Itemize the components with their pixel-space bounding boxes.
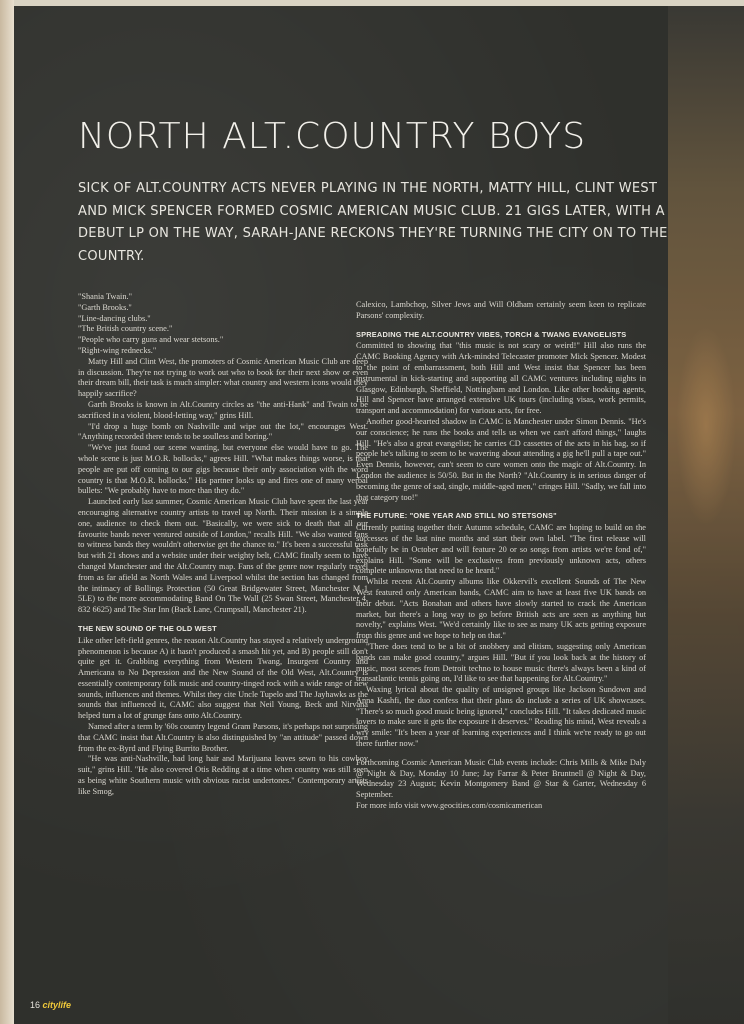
- page-footer: [30, 1000, 71, 1010]
- section-heading: THE NEW SOUND OF THE OLD WEST: [78, 623, 217, 633]
- magazine-brand: citylife: [42, 1000, 72, 1010]
- body-paragraph: Whilst recent Alt.Country albums like Okkervil's excellent Sounds of The New West featured only American bands, CAMC aim to have at least five UK bands on their debut. "Acts Bonahan and others have slowly started to crack the American market, but there's a long way to go before British acts are seen as anything but novelty," explains West. "We'd certainly like to see as many UK acts getting exposure from this genre and we hope to help on that.": [356, 577, 646, 641]
- section-heading: SPREADING THE ALT.COUNTRY VIBES, TORCH & TWANG EVANGELISTS: [356, 329, 627, 339]
- body-paragraph: Waxing lyrical about the quality of unsigned groups like Jackson Sundown and Anna Kashfi, the duo confess that their plans do include a series of UK showcases. "There's so much good music being ignored," concludes Hill. "It takes dedicated music lovers to make sure it gets the exposure it deserves." Reading his mind, West reveals a wry smile: "It's been a year of learning experiences and I think we're ready to go out there further now.": [356, 685, 646, 749]
- body-paragraph: Garth Brooks is known in Alt.Country circles as "the anti-Hank" and Twain to be sacrificed in a violent, blood-letting way," grins Hill.: [78, 399, 368, 420]
- body-paragraph: "He was anti-Nashville, had long hair and Marijuana leaves sewn to his cowboy suit," grins Hill. "He also covered Otis Redding at a time when country was still seen as being white Southern music with obvious racist undertones." Contemporary artists like Smog,: [78, 754, 368, 796]
- left-column: [78, 292, 368, 798]
- side-photo: [668, 6, 744, 1024]
- events-listing: Forthcoming Cosmic American Music Club events include: Chris Mills & Mike Daly @ Night & Day, Monday 10 June; Jay Farrar & Peter Bruntnell @ Night & Day, Wednesday 23 August; Kevin Montgomery Band @ Star & Garter, Wednesday 6 September.: [356, 757, 646, 800]
- page-number: 16: [30, 1000, 41, 1010]
- body-paragraph: Named after a term by '60s country legend Gram Parsons, it's perhaps not surprising that CAMC insist that Alt.Country is also distinguished by "an attitude" passed down from the ex-Byrd and Flying Burrito Brother.: [78, 722, 368, 753]
- quote-line: "People who carry guns and wear stetsons.": [78, 335, 224, 345]
- quote-line: "Garth Brooks.": [78, 302, 132, 312]
- body-paragraph: Matty Hill and Clint West, the promoters of Cosmic American Music Club are deep in discussion. They're not trying to work out who to book for their next show or even their dream bill, their task is much simpler: what country and western icons would they happily sacrifice?: [78, 356, 368, 399]
- page-edge: [0, 0, 14, 1024]
- standfirst: SICK OF ALT.COUNTRY ACTS NEVER PLAYING IN THE NORTH, MATTY HILL, CLINT WEST AND MICK SPENCER FORMED COSMIC AMERICAN MUSIC CLUB. 21 GIGS LATER, WITH A DEBUT LP ON THE WAY, SARAH-JANE RECKONS THEY'RE TURNING THE CITY ON TO THE COUNTRY.: [78, 181, 668, 264]
- body-paragraph: Currently putting together their Autumn schedule, CAMC are hoping to build on the successes of the last nine months and start their own label. "The first release will hopefully be in October and will feature 20 or so songs from artists we're fond of," explains Hill. "Some will be exclusives from previously unknown acts, others complete unknowns that need to be heard.": [356, 523, 646, 576]
- body-paragraph: "We've just found our scene wanting, but everyone else would have to go. The whole scene is just M.O.R. bollocks," agrees Hill. "What makes things worse, is that people are put off coming to our gigs because their only association with the word country is that M.O.R. bollocks." His partner looks up and fires one of many verbal bullets: "We probably have to more than they do.": [78, 443, 368, 496]
- quote-line: "Shania Twain.": [78, 292, 132, 301]
- section-heading: THE FUTURE: "ONE YEAR AND STILL NO STETSONS": [356, 511, 557, 521]
- events-link: For more info visit www.geocities.com/cosmicamerican: [356, 801, 543, 811]
- quote-line: "The British country scene.": [78, 324, 173, 334]
- quote-line: "Line-dancing clubs.": [78, 313, 151, 323]
- body-paragraph: Like other left-field genres, the reason Alt.Country has stayed a relatively underground phenomenon is because A) it hasn't produced a smash hit yet, and B) people still don't quite get it. Grabbing everything from Western Twang, Insurgent Country and Americana to No Depression and the New Sound of the Old West, Alt.Country is essentially contemporary folk music and country-tinged rock with a wide range of new sounds, influences and themes. Whilst they cite Uncle Tupelo and The Jayhawks as the sounds that influenced it, CAMC also suggest that Neil Young, Beck and Nirvana helped turn a lot of grunge fans onto Alt.Country.: [78, 635, 368, 721]
- right-column: [356, 300, 646, 812]
- body-paragraph: Another good-hearted shadow in CAMC is Manchester under Simon Dennis. "He's our conscience; he runs the books and tells us when we can't afford things," laughs Hill. "He's also a great evangelist; he carries CD cassettes of the acts in his bag, so if people he's talking to seem to be wavering about attending a gig he'll pull a tape out." Even Dennis, however, can't seem to cure women onto the magic of Alt.Country. In London the audience is 50/50. But in the North? "Alt.Country is in serious danger of becoming the genre of sad, single, middle-aged men," cringes Hill. "Sadly, we fall into that category too!": [356, 416, 646, 502]
- body-paragraph: Committed to showing that "this music is not scary or weird!" Hill also runs the CAMC Booking Agency with Ark-minded Telecaster promoter Mick Spencer. Modest to the point of embarrassment, both Hill and West insist that Spencer has been instrumental in kick-starting and supporting all CAMC ventures including nights in Glasgow, Edinburgh, Sheffield, Nottingham and London. Like other booking agents, Hill and Spencer have arranged extensive UK tours (including visas, work permits, transport and accommodation) for various acts, for free.: [356, 341, 646, 416]
- quote-line: "Right-wing rednecks.": [78, 345, 157, 355]
- body-paragraph: "I'd drop a huge bomb on Nashville and wipe out the lot," encourages West. "Anything recorded there tends to be soulless and boring.": [78, 421, 368, 442]
- body-paragraph: Launched early last summer, Cosmic American Music Club have spent the last year encouraging alternative country artists to travel up North. Their mission is a simple one, audience to check them out. "Basically, we were sick to death that all our favourite bands never ventured outside of London," recalls Hill. "We also wanted fans to witness bands they wouldn't otherwise get the chance to." It's been a successful task but with 21 shows and a website under their weighty belt, CAMC finally seem to have changed Manchester and the Alt.Country map. Fans of the genre now regularly travel from as far afield as North Wales and Liverpool whilst the section has changed from the intimacy of Bollings Protection (50 Great Bridgewater Street, Manchester M 1 5LE) to the more accommodating Band On The Wall (25 Swan Street, Manchester 4, 832 6625) and The Star Inn (Back Lane, Crumpsall, Manchester 21).: [78, 497, 368, 615]
- body-paragraph: Calexico, Lambchop, Silver Jews and Will Oldham certainly seem keen to replicate Parsons' complexity.: [356, 300, 646, 320]
- headline: NORTH ALT.COUNTRY BOYS: [78, 116, 587, 157]
- body-paragraph: "There does tend to be a bit of snobbery and elitism, suggesting only American bands can make good country," argues Hill. "But if you look back at the history of music, most scenes from Detroit techno to house music there's always been a kind of transatlantic tennis going on, I'd like to see that happening for Alt.Country.": [356, 641, 646, 684]
